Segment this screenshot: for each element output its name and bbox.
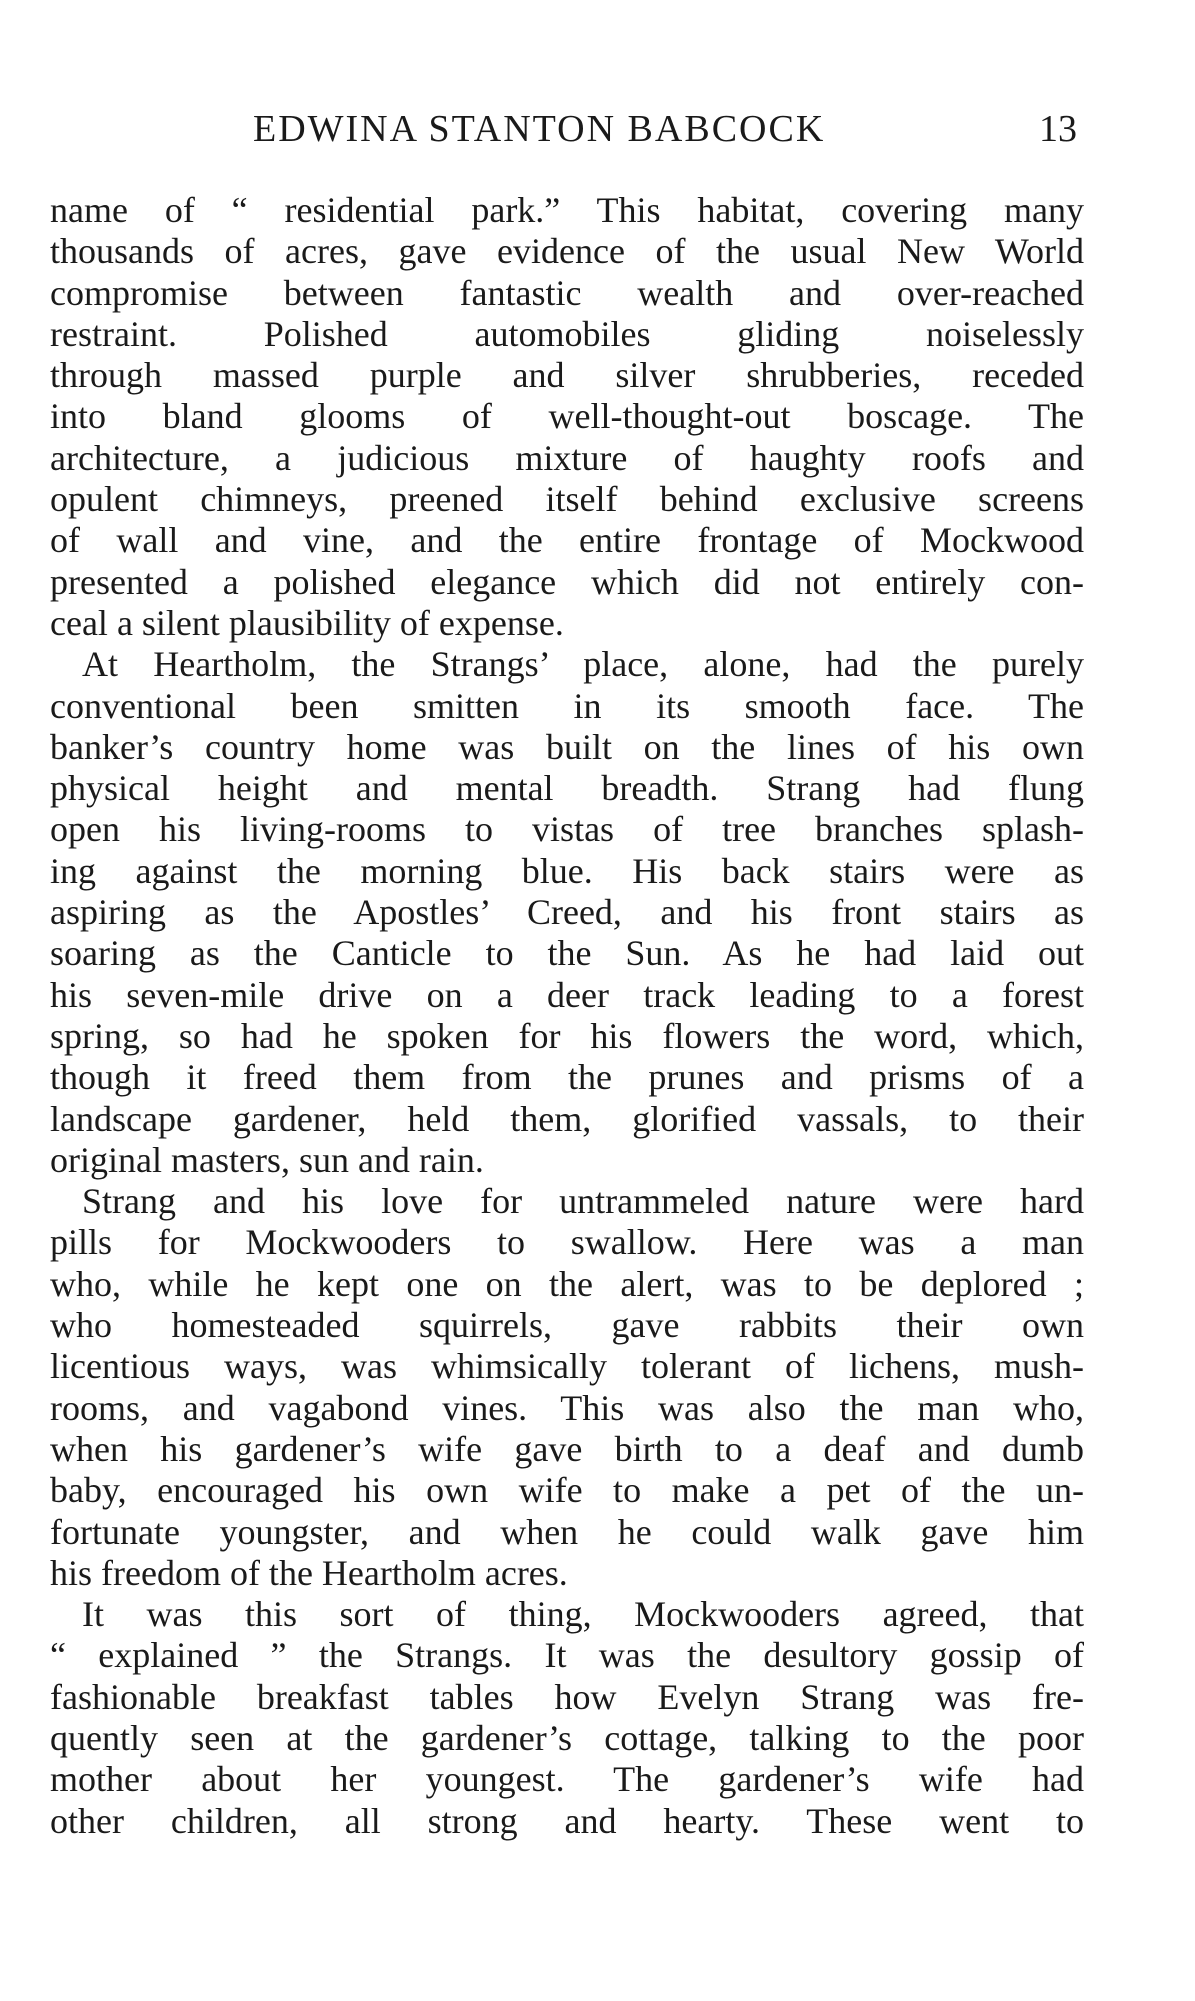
text-line: through massed purple and silver shrubberies, receded [50,355,1084,396]
body-text [50,190,1084,1842]
text-line: “ explained ” the Strangs. It was the desultory gossip of [50,1635,1084,1676]
text-line: thousands of acres, gave evidence of the usual New World [50,231,1084,272]
text-line: open his living-rooms to vistas of tree branches splash- [50,809,1084,850]
running-head [0,104,1195,154]
text-line: quently seen at the gardener’s cottage, talking to the poor [50,1717,1084,1758]
paragraph-2 [50,644,1084,1181]
text-line: when his gardener’s wife gave birth to a deaf and dumb [50,1428,1084,1469]
text-line: At Heartholm, the Strangs’ place, alone, had the purely [82,644,1084,685]
text-line: presented a polished elegance which did not entirely con- [50,561,1084,602]
running-title: EDWINA STANTON BABCOCK [253,108,826,150]
text-line: opulent chimneys, preened itself behind exclusive screens [50,479,1084,520]
text-line: licentious ways, was whimsically tolerant of lichens, mush- [50,1346,1084,1387]
paragraph-1 [50,190,1084,644]
text-line: restraint. Polished automobiles gliding noiselessly [50,313,1084,354]
text-line: ceal a silent plausibility of expense. [50,602,564,643]
text-line: landscape gardener, held them, glorified vassals, to their [50,1098,1084,1139]
text-line: architecture, a judicious mixture of haughty roofs and [50,437,1084,478]
text-line: conventional been smitten in its smooth face. The [50,685,1084,726]
text-line: who homesteaded squirrels, gave rabbits their own [50,1305,1084,1346]
text-line: aspiring as the Apostles’ Creed, and his front stairs as [50,892,1084,933]
text-line: It was this sort of thing, Mockwooders agreed, that [82,1594,1084,1635]
text-line: of wall and vine, and the entire frontage of Mockwood [50,520,1084,561]
text-line: soaring as the Canticle to the Sun. As he had laid out [50,933,1084,974]
text-line: fashionable breakfast tables how Evelyn Strang was fre- [50,1676,1084,1717]
text-line: original masters, sun and rain. [50,1139,484,1180]
text-line: who, while he kept one on the alert, was to be deplored ; [50,1263,1084,1304]
text-line: compromise between fantastic wealth and over-reached [50,272,1084,313]
text-line: into bland glooms of well-thought-out boscage. The [50,396,1084,437]
text-line: fortunate youngster, and when he could walk gave him [50,1511,1084,1552]
text-line: baby, encouraged his own wife to make a pet of the un- [50,1470,1084,1511]
text-line: his seven-mile drive on a deer track leading to a forest [50,974,1084,1015]
text-line: name of “ residential park.” This habitat, covering many [50,190,1084,230]
text-line: pills for Mockwooders to swallow. Here was a man [50,1222,1084,1263]
text-line: ing against the morning blue. His back stairs were as [50,850,1084,891]
text-line: Strang and his love for untrammeled nature were hard [82,1181,1084,1222]
paragraph-4 [50,1594,1084,1842]
paragraph-3 [50,1181,1084,1594]
text-line: his freedom of the Heartholm acres. [50,1552,568,1593]
text-line: spring, so had he spoken for his flowers the word, which, [50,1015,1084,1056]
text-line: banker’s country home was built on the lines of his own [50,726,1084,767]
text-line: physical height and mental breadth. Strang had flung [50,768,1084,809]
text-line: rooms, and vagabond vines. This was also the man who, [50,1387,1084,1428]
text-line: other children, all strong and hearty. These went to [50,1800,1084,1841]
text-line: mother about her youngest. The gardener’s wife had [50,1759,1084,1800]
text-line: though it freed them from the prunes and prisms of a [50,1057,1084,1098]
page-number: 13 [1039,108,1077,150]
